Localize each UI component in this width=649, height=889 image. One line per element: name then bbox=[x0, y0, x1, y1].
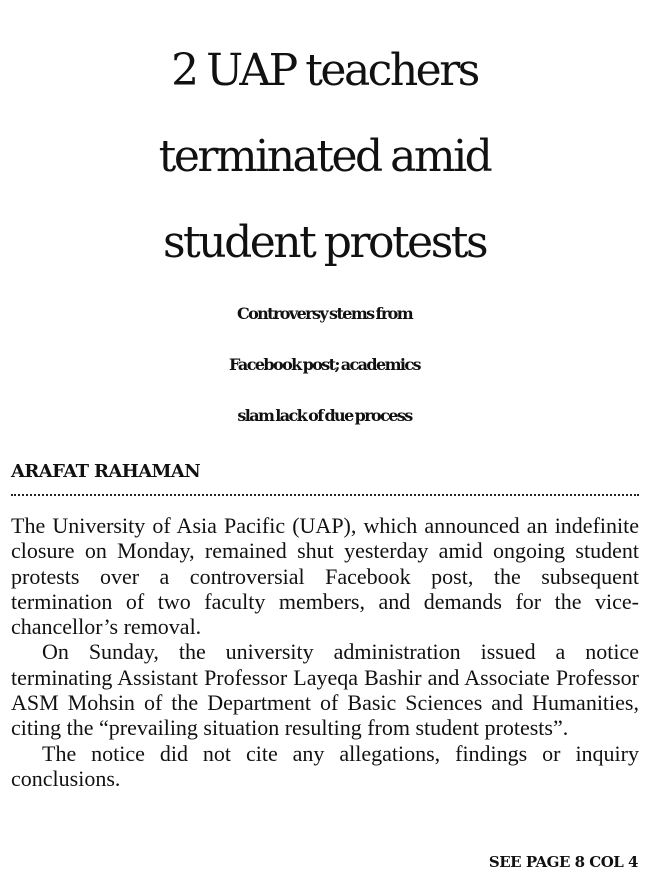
article-paragraph: On Sunday, the university administration issued a notice terminating Assistant Professor Layeqa Bashir and Associate Professor ASM Mohsin of the Department of Basic Sciences and Humanities, citing the “prevailing situation resulting from student protests”. bbox=[11, 639, 639, 741]
article-paragraph: The notice did not cite any allegations, findings or inquiry conclusions. bbox=[11, 740, 639, 791]
byline: ARAFAT RAHAMAN bbox=[11, 461, 201, 482]
article-paragraph: The University of Asia Pacific (UAP), which announced an indefinite closure on Monday, remained shut yesterday amid ongoing student protests over a controversial Facebook post, the subsequent termination of two faculty members, and demands for the vice-chancellor’s removal. bbox=[11, 513, 639, 640]
subheadline bbox=[0, 288, 649, 441]
subheadline-line: Facebook post; academics bbox=[229, 355, 420, 374]
headline bbox=[0, 28, 649, 286]
dotted-divider bbox=[11, 494, 639, 496]
continuation-jump-line: SEE PAGE 8 COL 4 bbox=[488, 853, 638, 871]
subheadline-line: Controversy stems from bbox=[236, 304, 413, 323]
headline-line: student protests bbox=[162, 217, 487, 268]
headline-line: 2 UAP teachers bbox=[171, 45, 478, 96]
headline-line: terminated amid bbox=[158, 131, 491, 182]
article-body bbox=[11, 513, 639, 791]
subheadline-line: slam lack of due process bbox=[237, 406, 412, 425]
